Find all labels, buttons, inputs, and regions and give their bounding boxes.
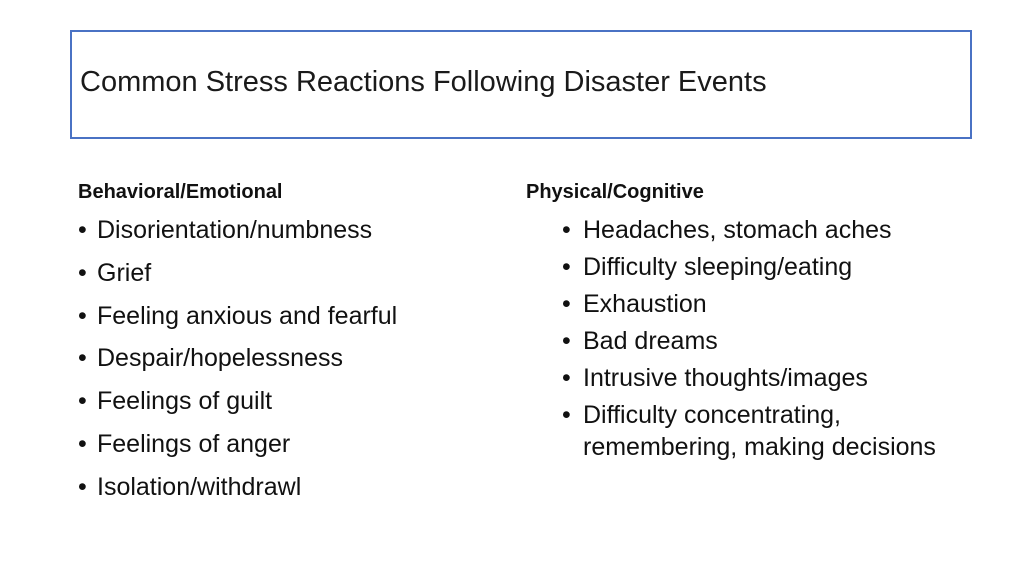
physical-cognitive-column <box>526 178 986 468</box>
list-item <box>562 362 986 394</box>
bullet-icon: • <box>78 258 87 287</box>
list-item-text: Intrusive thoughts/images <box>583 364 868 392</box>
list-item-text: Feeling anxious and fearful <box>97 301 398 330</box>
physical-bullet-list <box>562 214 986 463</box>
list-item <box>78 385 498 417</box>
list-item-text: Disorientation/numbness <box>97 216 373 244</box>
list-item <box>78 471 498 503</box>
bullet-icon: • <box>562 327 571 355</box>
list-item-text: Headaches, stomach aches <box>583 216 892 244</box>
bullet-icon: • <box>78 429 87 458</box>
column-heading-physical: Physical/Cognitive <box>526 181 704 203</box>
behavioral-bullet-list <box>78 214 498 503</box>
list-item-text: Difficulty sleeping/eating <box>583 253 853 281</box>
list-item <box>78 428 498 460</box>
list-item <box>78 214 498 246</box>
list-item-text: Grief <box>97 258 152 287</box>
bullet-icon: • <box>562 290 571 318</box>
behavioral-emotional-column <box>78 178 498 514</box>
column-heading-behavioral: Behavioral/Emotional <box>78 181 283 203</box>
title-placeholder <box>70 30 972 139</box>
bullet-icon: • <box>562 364 571 392</box>
list-item-text: Bad dreams <box>583 327 718 355</box>
list-item <box>562 214 986 246</box>
slide-title: Common Stress Reactions Following Disaster Events <box>80 66 767 98</box>
list-item-text: Exhaustion <box>583 290 707 318</box>
list-item-text: Isolation/withdrawl <box>97 472 302 501</box>
bullet-icon: • <box>78 344 87 373</box>
bullet-icon: • <box>562 216 571 244</box>
list-item <box>562 288 986 320</box>
list-item-text: Feelings of anger <box>97 429 291 458</box>
list-item-text: Despair/hopelessness <box>97 344 343 373</box>
list-item <box>78 257 498 289</box>
list-item <box>562 325 986 357</box>
bullet-icon: • <box>562 401 571 429</box>
list-item <box>78 300 498 332</box>
list-item <box>562 251 986 283</box>
list-item <box>562 399 986 463</box>
list-item-text: Feelings of guilt <box>97 387 273 416</box>
bullet-icon: • <box>78 301 87 330</box>
bullet-icon: • <box>78 216 87 244</box>
bullet-icon: • <box>562 253 571 281</box>
list-item-text: Difficulty concentrating, remembering, making decisions <box>583 401 936 461</box>
bullet-icon: • <box>78 387 87 416</box>
bullet-icon: • <box>78 472 87 501</box>
list-item <box>78 342 498 374</box>
